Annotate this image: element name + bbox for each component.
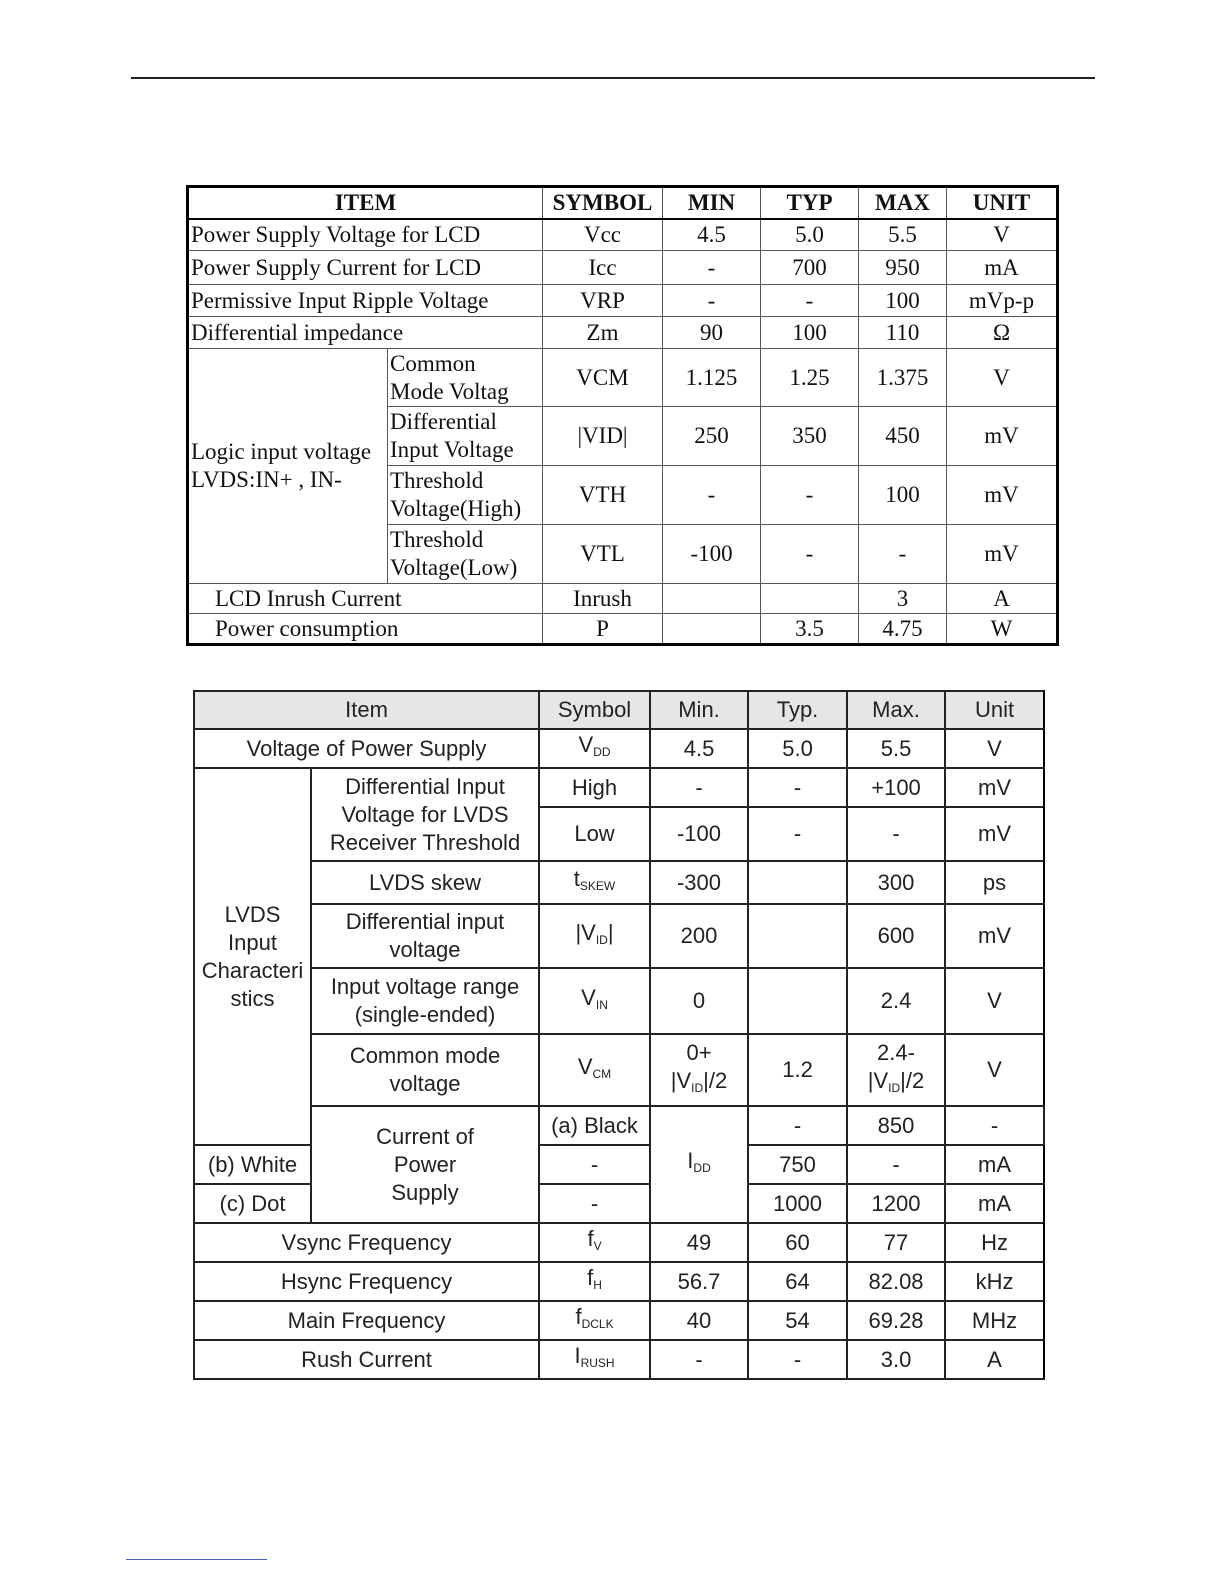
header-item: ITEM [188,187,543,219]
typ-cell: 100 [761,317,859,349]
symbol-subscript: ID [595,932,608,947]
symbol-subscript: SKEW [579,879,616,893]
symbol-cell: VRP [543,285,663,317]
threshold-line3: Receiver Threshold [329,829,521,855]
symbol-cell: VCM [543,349,663,407]
symbol-cell: Vcc [543,219,663,251]
unit-cell: V [945,729,1044,768]
symbol-main: |V [575,919,596,945]
max-cell: 600 [847,904,945,968]
header-rule [131,77,1095,79]
unit-cell: A [947,584,1058,614]
table-row [188,317,1058,349]
header-symbol: Symbol [539,691,650,729]
item-cell: Main Frequency [194,1301,539,1340]
item-cell: Permissive Input Ripple Voltage [188,285,543,317]
table-row [194,968,1044,1034]
header-typ: TYP [761,187,859,219]
symbol-cell [539,1262,650,1301]
symbol-main: t [573,866,580,891]
unit-cell: ps [945,861,1044,904]
max-cell: - [847,1145,945,1184]
table-row [194,1340,1044,1379]
unit-cell: kHz [945,1262,1044,1301]
lvds-group-label [194,768,311,1145]
sub-item-line1: Common [390,350,476,376]
current-group-label [311,1106,539,1223]
min-cell: -300 [650,861,748,904]
min-suffix: |/2 [703,1067,728,1093]
symbol-cell: VTL [543,525,663,584]
typ-cell: 5.0 [761,219,859,251]
max-cell: 3 [859,584,947,614]
sub-item-line2: Mode Voltag [390,378,509,404]
symbol-cell: P [543,614,663,645]
typ-cell: 60 [748,1223,847,1262]
table-row [188,584,1058,614]
max-cell: 1200 [847,1184,945,1223]
min-cell [650,1034,748,1106]
typ-cell [748,861,847,904]
typ-cell [761,584,859,614]
max-cell: 1.375 [859,349,947,407]
sub-item-cell [388,349,543,407]
max-line2: |V [867,1067,889,1093]
typ-cell: 1000 [748,1184,847,1223]
typ-cell: - [748,807,847,861]
item-cell [311,904,539,968]
typ-cell: 64 [748,1262,847,1301]
sub-item-line2: Input Voltage [390,437,514,462]
symbol-subscript: RUSH [580,1356,615,1370]
symbol-cell: Inrush [543,584,663,614]
header-min: MIN [663,187,761,219]
symbol-cell: Icc [543,251,663,285]
item-cell: Power Supply Voltage for LCD [188,219,543,251]
symbol-cell [539,1301,650,1340]
item-line2: voltage [389,1071,461,1096]
min-cell: - [539,1145,650,1184]
max-cell: 450 [859,407,947,466]
table-row [194,1106,1044,1145]
item-cell: (c) Dot [194,1184,311,1223]
symbol-main: f [587,1265,594,1290]
max-cell: - [859,525,947,584]
table-row [188,285,1058,317]
item-cell: Power Supply Current for LCD [188,251,543,285]
footer-link-rule [126,1559,267,1560]
unit-cell: mA [945,1184,1044,1223]
header-unit: UNIT [947,187,1058,219]
table-row [194,1034,1044,1106]
table-row [194,861,1044,904]
item-line2: voltage [389,937,461,962]
min-cell: 250 [663,407,761,466]
typ-cell: 54 [748,1301,847,1340]
typ-cell: 3.5 [761,614,859,645]
logic-input-label [188,349,388,584]
max-cell: 100 [859,285,947,317]
item-cell: (b) White [194,1145,311,1184]
item-line1: Common mode [349,1043,501,1068]
min-cell: - [539,1184,650,1223]
unit-cell: mV [947,525,1058,584]
table-row [188,251,1058,285]
sub-item-line2: Voltage(High) [390,496,522,521]
unit-cell: MHz [945,1301,1044,1340]
item-line2: (single-ended) [354,1002,496,1027]
sub-item-line2: Voltage(Low) [390,555,518,580]
symbol-subscript: IN [595,997,608,1012]
min-line1: 0+ [686,1039,712,1065]
symbol-subscript: V [593,1239,602,1253]
typ-cell: - [761,285,859,317]
min-cell: 40 [650,1301,748,1340]
unit-cell: V [947,349,1058,407]
min-cell: -100 [650,807,748,861]
min-cell: 4.5 [650,729,748,768]
table-row [194,729,1044,768]
unit-cell: V [947,219,1058,251]
min-cell: - [650,768,748,807]
min-cell: - [663,466,761,525]
max-cell: 110 [859,317,947,349]
symbol-main: V [577,1053,593,1079]
symbol-subscript: DD [693,1161,711,1175]
max-cell: 77 [847,1223,945,1262]
min-cell: -100 [663,525,761,584]
symbol-subscript: CM [592,1066,612,1081]
item-cell: (a) Black [539,1106,650,1145]
symbol-cell [539,861,650,904]
electrical-characteristics-table-1 [186,185,1059,646]
symbol-cell: VTH [543,466,663,525]
item-cell: Rush Current [194,1340,539,1379]
sub-item-cell [388,525,543,584]
threshold-line1: Differential Input [345,773,505,799]
typ-cell: - [748,768,847,807]
min-cell: 4.5 [663,219,761,251]
symbol-main: I [687,1148,694,1173]
symbol-main: V [581,984,596,1010]
max-cell: 5.5 [847,729,945,768]
symbol-cell [539,1223,650,1262]
header-min: Min. [650,691,748,729]
header-item: Item [194,691,539,729]
unit-cell: V [945,1034,1044,1106]
min-cell: 200 [650,904,748,968]
symbol-suffix: | [607,919,614,945]
unit-cell: Ω [947,317,1058,349]
table-row [194,768,1044,807]
item-line1: Differential input [345,909,505,934]
max-cell: - [945,1106,1044,1145]
unit-cell: mA [947,251,1058,285]
min-cell: 0 [650,968,748,1034]
min-cell: 49 [650,1223,748,1262]
unit-cell: mV [947,466,1058,525]
sub-item-line1: Threshold [390,468,484,493]
max-cell: 2.4 [847,968,945,1034]
lvds-label-line4: stics [230,985,275,1011]
max-cell: 5.5 [859,219,947,251]
typ-cell: 1.2 [748,1034,847,1106]
item-cell: LVDS skew [311,861,539,904]
lvds-label-line3: Characteri [201,957,304,983]
unit-cell: mVp-p [947,285,1058,317]
item-cell: LCD Inrush Current [188,584,543,614]
header-symbol: SYMBOL [543,187,663,219]
min-cell: 1.125 [663,349,761,407]
typ-cell: 700 [761,251,859,285]
table-header-row [194,691,1044,729]
symbol-cell [539,968,650,1034]
min-cell [663,584,761,614]
min-cell: 56.7 [650,1262,748,1301]
unit-cell: A [945,1340,1044,1379]
unit-cell: mA [945,1145,1044,1184]
typ-cell: - [748,1340,847,1379]
symbol-cell: High [539,768,650,807]
electrical-characteristics-table-2 [193,690,1045,1380]
unit-cell: W [947,614,1058,645]
symbol-cell: Low [539,807,650,861]
header-max: Max. [847,691,945,729]
item-cell: Vsync Frequency [194,1223,539,1262]
typ-cell: 5.0 [748,729,847,768]
min-cell [663,614,761,645]
item-cell: Voltage of Power Supply [194,729,539,768]
symbol-main: I [574,1343,581,1368]
max-suffix: |/2 [900,1067,925,1093]
max-cell: 100 [859,466,947,525]
table-row [194,1262,1044,1301]
symbol-subscript: H [593,1278,602,1292]
item-cell: Differential impedance [188,317,543,349]
symbol-main: V [578,732,594,757]
item-line1: Input voltage range [330,974,520,999]
typ-cell: 350 [761,407,859,466]
table-row [194,1223,1044,1262]
threshold-line2: Voltage for LVDS [341,801,509,827]
max-cell: 69.28 [847,1301,945,1340]
symbol-cell [539,1340,650,1379]
sub-item-cell [388,466,543,525]
threshold-item-cell [311,768,539,861]
typ-cell: 1.25 [761,349,859,407]
header-typ: Typ. [748,691,847,729]
typ-cell: - [761,525,859,584]
lvds-label-line1: LVDS [224,901,281,927]
max-cell: +100 [847,768,945,807]
logic-label-line1: Logic input voltage [191,439,372,464]
symbol-main: f [587,1226,594,1251]
min-subscript: ID [691,1080,704,1095]
table-row [188,219,1058,251]
symbol-subscript: DD [593,745,611,759]
max-cell [847,1034,945,1106]
item-cell: Hsync Frequency [194,1262,539,1301]
header-unit: Unit [945,691,1044,729]
table-row [194,1301,1044,1340]
max-subscript: ID [888,1080,901,1095]
typ-cell: 850 [847,1106,945,1145]
min-cell: 90 [663,317,761,349]
current-label-line1: Current of [376,1123,474,1149]
sub-item-cell [388,407,543,466]
symbol-main: f [575,1304,582,1329]
unit-cell: mV [945,904,1044,968]
unit-cell: V [945,968,1044,1034]
max-cell: 950 [859,251,947,285]
header-max: MAX [859,187,947,219]
typ-cell: 750 [748,1145,847,1184]
item-cell [311,1034,539,1106]
max-cell: 4.75 [859,614,947,645]
lvds-label-line2: Input [228,929,277,955]
table-row [188,614,1058,645]
min-cell: - [663,285,761,317]
symbol-cell [539,729,650,768]
item-cell [311,968,539,1034]
symbol-cell [539,904,650,968]
current-label-line3: Supply [391,1179,459,1205]
max-line1: 2.4- [877,1039,915,1065]
item-cell: Power consumption [188,614,543,645]
max-cell: 3.0 [847,1340,945,1379]
sub-item-line1: Differential [390,409,497,434]
sub-item-line1: Threshold [390,527,484,552]
max-cell: - [847,807,945,861]
unit-cell: mV [945,807,1044,861]
typ-cell [748,904,847,968]
current-label-line2: Power [393,1151,457,1177]
symbol-cell: Zm [543,317,663,349]
symbol-cell [650,1106,748,1223]
table-row [194,904,1044,968]
max-cell: 300 [847,861,945,904]
min-cell: - [663,251,761,285]
unit-cell: Hz [945,1223,1044,1262]
min-cell: - [650,1340,748,1379]
table-header-row [188,187,1058,219]
symbol-subscript: DCLK [581,1317,614,1331]
unit-cell: mV [947,407,1058,466]
min-line2: |V [670,1067,692,1093]
typ-cell [748,968,847,1034]
logic-label-line2: LVDS:IN+ , IN- [191,467,342,492]
max-cell: 82.08 [847,1262,945,1301]
table-row [188,349,1058,407]
typ-cell: - [761,466,859,525]
symbol-cell: |VID| [543,407,663,466]
min-cell: - [748,1106,847,1145]
unit-cell: mV [945,768,1044,807]
symbol-cell [539,1034,650,1106]
